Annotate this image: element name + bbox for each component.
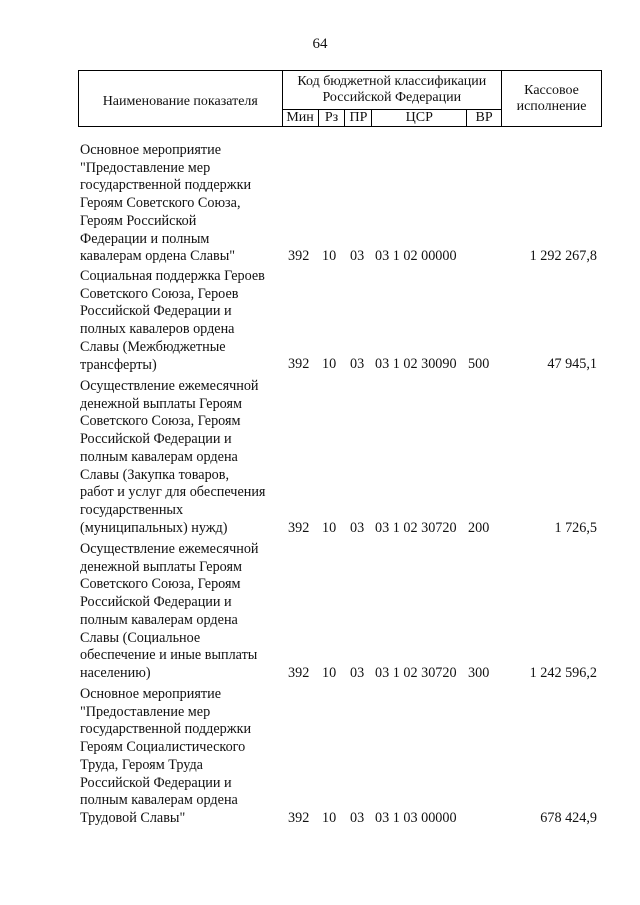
expense-type-code: 300 — [468, 664, 490, 681]
indicator-name-line: Трудовой Славы" — [80, 809, 186, 826]
indicator-name-line: Российской Федерации и — [80, 431, 232, 448]
indicator-name-line: Федерации и полным — [80, 230, 210, 247]
indicator-name-line: трансферты) — [80, 356, 157, 373]
section-code: 10 — [322, 248, 337, 265]
indicator-name-line: Героям Российской — [80, 212, 197, 229]
indicator-name-line: Российской Федерации и — [80, 594, 232, 611]
indicator-name-line: Социальная поддержка Героев — [80, 268, 265, 284]
indicator-name-line: Осуществление ежемесячной — [80, 378, 259, 394]
cash-execution-amount: 47 945,1 — [547, 356, 597, 373]
subsection-code: 03 — [350, 809, 365, 826]
indicator-name-line: полным кавалерам ордена — [80, 611, 238, 628]
ministry-code: 392 — [288, 809, 310, 826]
target-article-code: 03 1 02 30720 — [375, 519, 457, 536]
header-name-label: Наименование показателя — [102, 93, 258, 109]
indicator-name-line: работ и услуг для обеспечения — [80, 484, 266, 501]
cash-execution-amount: 1 242 596,2 — [529, 664, 597, 681]
indicator-name-line: Основное мероприятие — [80, 142, 221, 158]
indicator-name-line: полных кавалеров ордена — [80, 321, 235, 338]
target-article-code: 03 1 02 00000 — [375, 248, 457, 265]
table-header — [78, 70, 602, 127]
header-code-line2: Российской Федерации — [322, 90, 462, 105]
indicator-name-line: государственной поддержки — [80, 721, 252, 738]
indicator-name-line: полным кавалерам ордена — [80, 448, 238, 465]
indicator-name — [80, 686, 288, 828]
indicator-name-line: кавалерам ордена Славы" — [80, 248, 236, 265]
indicator-name-line: Советского Союза, Героев — [80, 285, 239, 302]
header-code-line1: Код бюджетной классификации — [297, 74, 487, 89]
indicator-name-line: Осуществление ежемесячной — [80, 541, 259, 557]
ministry-code: 392 — [288, 664, 310, 681]
indicator-name-line: Советского Союза, Героям — [80, 576, 241, 593]
header-subcol-vr: ВР — [467, 110, 502, 127]
target-article-code: 03 1 02 30720 — [375, 664, 457, 681]
indicator-name — [80, 378, 288, 537]
header-subcol-pr: ПР — [345, 110, 372, 127]
section-code: 10 — [322, 664, 337, 681]
header-amount-line1: Кассовое — [524, 82, 579, 98]
target-article-code: 03 1 02 30090 — [375, 356, 457, 373]
indicator-name-line: Российской Федерации и — [80, 774, 232, 791]
code-cells — [0, 810, 640, 828]
indicator-name-line: обеспечение и иные выплаты — [80, 647, 258, 664]
table-row — [0, 541, 640, 683]
indicator-name-line: населению) — [80, 664, 151, 681]
section-code: 10 — [322, 809, 337, 826]
table-row — [0, 378, 640, 537]
ministry-code: 392 — [288, 356, 310, 373]
indicator-name — [80, 541, 288, 683]
ministry-code: 392 — [288, 248, 310, 265]
indicator-name-line: государственной поддержки — [80, 177, 252, 194]
header-subcol-csr: ЦСР — [372, 110, 467, 127]
header-name-column — [79, 71, 283, 127]
indicator-name-line: Российской Федерации и — [80, 303, 232, 320]
section-code: 10 — [322, 356, 337, 373]
subsection-code: 03 — [350, 519, 365, 536]
indicator-name-line: Славы (Социальное — [80, 629, 201, 646]
code-cells — [0, 665, 640, 683]
section-code: 10 — [322, 519, 337, 536]
subsection-code: 03 — [350, 248, 365, 265]
ministry-code: 392 — [288, 519, 310, 536]
cash-execution-amount: 678 424,9 — [540, 809, 597, 826]
indicator-name-line: (муниципальных) нужд) — [80, 519, 228, 536]
expense-type-code: 500 — [468, 356, 490, 373]
indicator-name-line: денежной выплаты Героям — [80, 395, 242, 412]
code-cells — [0, 357, 640, 375]
header-code-group — [282, 71, 502, 110]
indicator-name-line: "Предоставление мер — [80, 159, 211, 176]
header-amount-line2: исполнение — [516, 98, 587, 114]
cash-execution-amount: 1 292 267,8 — [529, 248, 597, 265]
indicator-name-line: Основное мероприятие — [80, 686, 221, 702]
subsection-code: 03 — [350, 664, 365, 681]
code-cells — [0, 248, 640, 266]
indicator-name-line: Советского Союза, Героям — [80, 413, 241, 430]
subsection-code: 03 — [350, 356, 365, 373]
indicator-name-line: государственных — [80, 501, 184, 518]
header-subcol-rz: Рз — [318, 110, 345, 127]
header-subcol-min: Мин — [282, 110, 318, 127]
indicator-name-line: "Предоставление мер — [80, 703, 211, 720]
indicator-name-line: Славы (Закупка товаров, — [80, 466, 229, 483]
indicator-name-line: полным кавалерам ордена — [80, 792, 238, 809]
indicator-name-line: Героям Советского Союза, — [80, 195, 241, 212]
page-number: 64 — [312, 36, 328, 52]
table-row — [0, 268, 640, 374]
table-row — [0, 686, 640, 828]
target-article-code: 03 1 03 00000 — [375, 809, 457, 826]
header-amount-column — [502, 71, 602, 127]
code-cells — [0, 520, 640, 538]
expense-type-code: 200 — [468, 519, 490, 536]
indicator-name-line: Славы (Межбюджетные — [80, 338, 226, 355]
indicator-name-line: денежной выплаты Героям — [80, 558, 242, 575]
indicator-name-line: Героям Социалистического — [80, 739, 246, 756]
table-row — [0, 142, 640, 266]
cash-execution-amount: 1 726,5 — [554, 519, 597, 536]
indicator-name-line: Труда, Героям Труда — [80, 756, 203, 773]
